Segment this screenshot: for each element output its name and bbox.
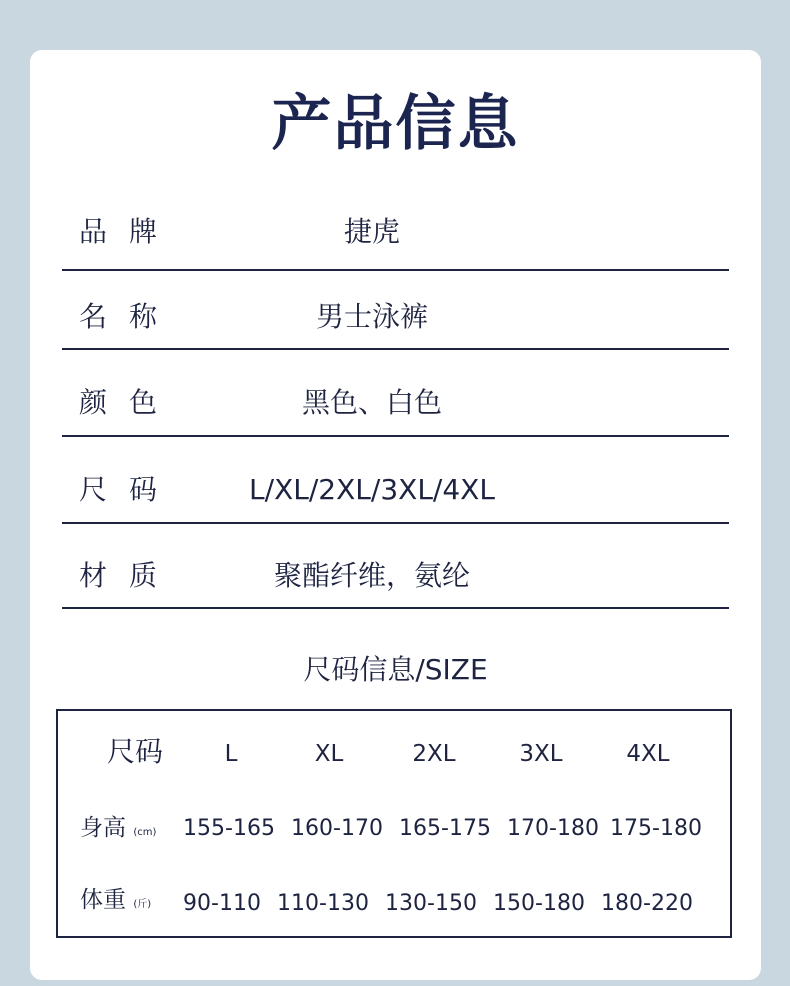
height-value-4xl: 175-180: [610, 816, 702, 841]
weight-label-cell: [80, 887, 180, 918]
weight-value-l: 90-110: [183, 891, 261, 916]
info-row-brand: [62, 200, 729, 271]
size-table: [56, 709, 732, 938]
height-value-2xl: 165-175: [399, 816, 491, 841]
weight-value-2xl: 130-150: [385, 891, 477, 916]
weight-value-3xl: 150-180: [493, 891, 585, 916]
height-label-cell: [80, 815, 180, 846]
size-header-4xl: 4XL: [626, 741, 670, 767]
size-header-3xl: 3XL: [519, 741, 563, 767]
weight-label: 体重: [80, 887, 126, 913]
height-value-l: 155-165: [183, 816, 275, 841]
height-value-xl: 160-170: [291, 816, 383, 841]
info-value-brand: 捷虎: [343, 215, 400, 248]
weight-value-xl: 110-130: [277, 891, 369, 916]
info-label-color: 颜色: [79, 386, 180, 419]
info-value-color: 黑色、白色: [301, 386, 442, 419]
info-label-brand: 品牌: [79, 215, 180, 248]
size-header-l: L: [224, 741, 238, 767]
product-info-card: [30, 50, 761, 980]
height-label: 身高: [80, 815, 126, 841]
info-value-material: 聚酯纤维，氨纶: [273, 559, 470, 592]
height-value-3xl: 170-180: [507, 816, 599, 841]
info-row-size: [62, 437, 729, 524]
height-unit: (cm): [133, 827, 157, 838]
info-label-material: 材质: [79, 559, 180, 592]
info-label-size: 尺码: [79, 473, 180, 506]
weight-value-4xl: 180-220: [601, 891, 693, 916]
info-row-name: [62, 271, 729, 350]
info-row-color: [62, 350, 729, 437]
info-label-name: 名称: [79, 300, 180, 333]
info-value-name: 男士泳裤: [315, 300, 428, 333]
page-title: 产品信息: [271, 89, 520, 159]
weight-unit: (斤): [133, 899, 152, 910]
size-heading: 尺码信息/SIZE: [303, 653, 488, 686]
size-header-2xl: 2XL: [412, 741, 456, 767]
size-header-label: 尺码: [106, 735, 163, 768]
info-row-material: [62, 524, 729, 609]
size-header-xl: XL: [314, 741, 344, 767]
info-value-size: L/XL/2XL/3XL/4XL: [249, 473, 495, 506]
